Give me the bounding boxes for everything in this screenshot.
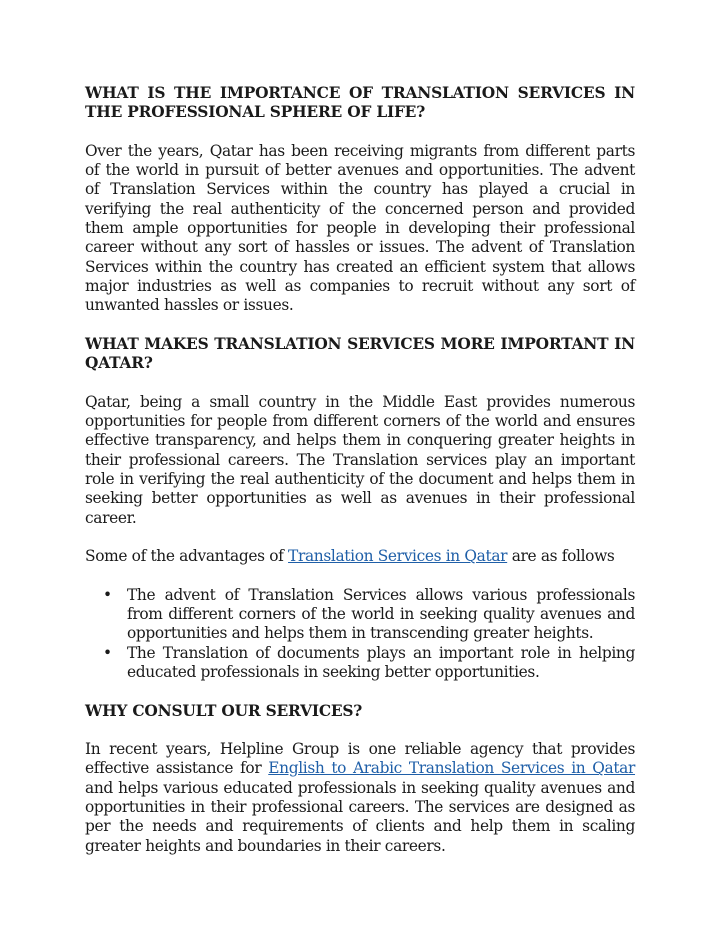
bullet-icon: • [103,643,112,662]
list-item-text: The advent of Translation Services allows various professionals from different corners of the world in seeking quality avenues and opportunities and helps them in transcending greater heights. [127,585,635,643]
list-item-text: The Translation of documents plays an important role in helping educated professionals in seeking better opportunities. [127,643,635,681]
section-paragraph-importance: Over the years, Qatar has been receiving migrants from different parts of the world in pursuit of better avenues and opportunities. The advent of Translation Services within the country has played a crucial in verifying the real authenticity of the concerned person and provided them ample opportunities for people in developing their professional career without any sort of hassles or issues. The advent of Translation Services within the country has created an efficient system that allows major industries as well as companies to recruit without any sort of unwanted hassles or issues. [85,141,635,315]
english-arabic-translation-link[interactable]: English to Arabic Translation Services in Qatar [268,759,636,778]
section-heading-importance: WHAT IS THE IMPORTANCE OF TRANSLATION SERVICES IN THE PROFESSIONAL SPHERE OF LIFE? [85,84,635,122]
why-consult-tail: and helps various educated professionals in seeking quality avenues and opportunities in their professional careers. The services are designed as per the needs and requirements of clients and help them in scaling greater heights and boundaries in their careers. [85,778,635,855]
advantages-list [85,586,635,682]
section-heading-why-consult: WHY CONSULT OUR SERVICES? [85,701,363,720]
list-item [85,644,635,683]
advantages-intro-tail: are as follows [507,547,615,566]
section-heading-qatar: WHAT MAKES TRANSLATION SERVICES MORE IMPORTANT IN QATAR? [85,334,635,373]
translation-services-qatar-link[interactable]: Translation Services in Qatar [288,547,508,566]
why-consult-text: In recent years, Helpline Group is one reliable agency that provides effective assistance for [85,740,635,778]
section-paragraph-why-consult [85,740,635,856]
advantages-intro-text: Some of the advantages of [85,547,289,566]
bullet-icon: • [103,585,112,604]
list-item [85,586,635,644]
document-page [85,84,635,875]
section-paragraph-qatar: Qatar, being a small country in the Middle East provides numerous opportunities for people from different corners of the world and ensures effective transparency, and helps them in conquering greater heights in their professional careers. The Translation services play an important role in verifying the real authenticity of the document and helps them in seeking better opportunities as well as avenues in their professional career. [85,392,635,527]
advantages-intro [85,547,635,566]
